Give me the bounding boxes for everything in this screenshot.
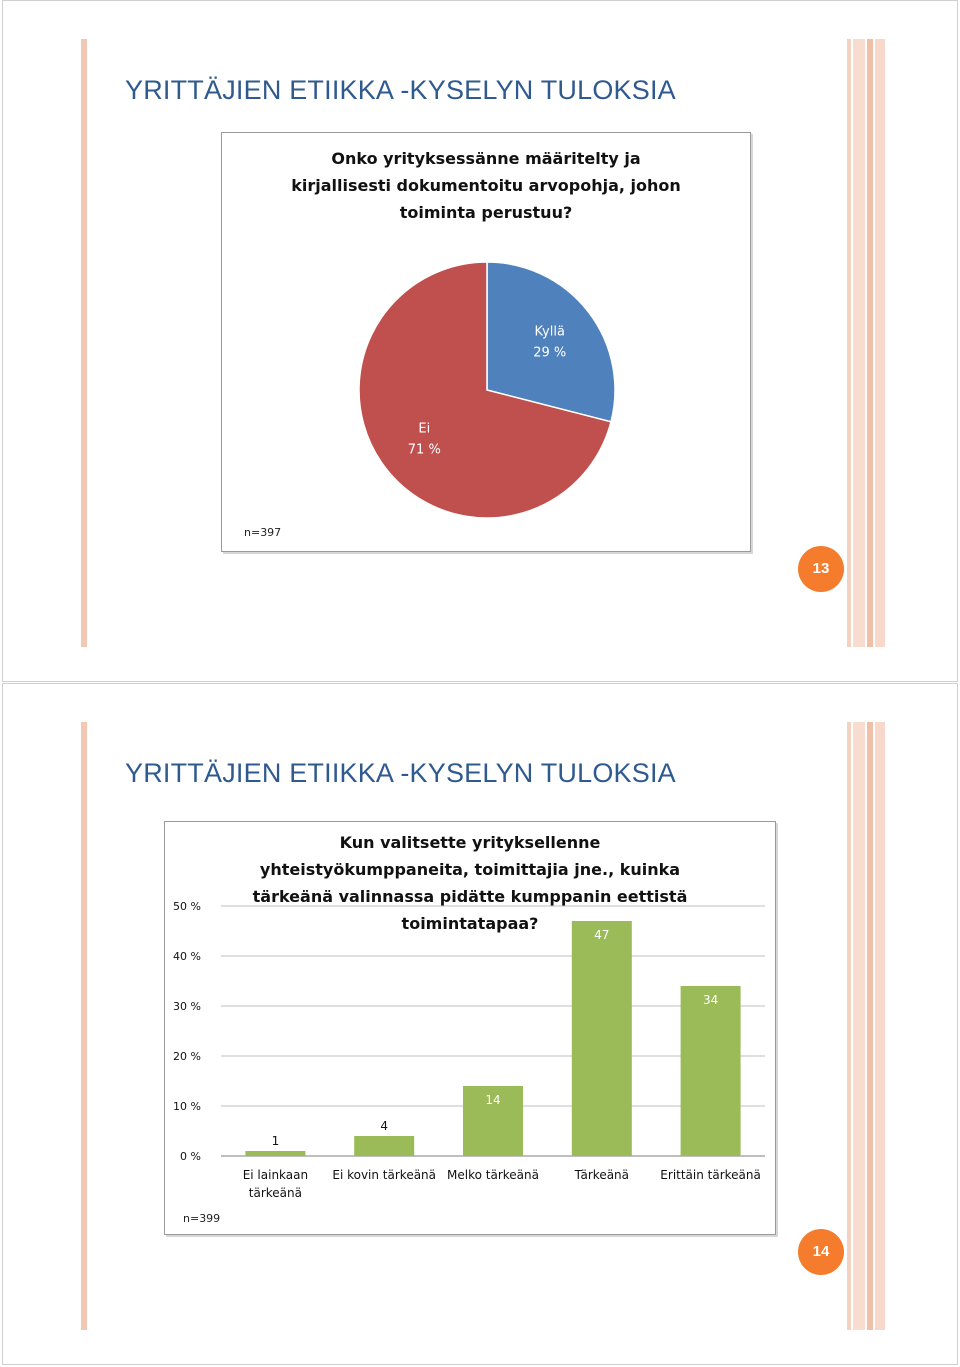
pie-value-ei: 71 % (407, 442, 441, 458)
x-category-label: Melko tärkeänä (447, 1168, 539, 1182)
bar (681, 986, 741, 1156)
slide-title: YRITTÄJIEN ETIIKKA -KYSELYN TULOKSIA (125, 75, 676, 105)
x-category-label: Ei kovin tärkeänä (332, 1168, 437, 1182)
bar-value-label: 34 (702, 993, 719, 1007)
left-decor-stripe (81, 39, 87, 647)
pie-chart (222, 133, 750, 551)
bar-value-label: 47 (594, 928, 610, 942)
x-category-label: tärkeänä (248, 1186, 303, 1200)
y-tick-label: 40 % (173, 950, 201, 963)
y-tick-label: 20 % (173, 1050, 201, 1063)
right-decor-stripes (847, 722, 887, 1330)
pie-chart-frame (221, 132, 751, 552)
bar-value-label: 1 (271, 1134, 280, 1148)
page-number-badge: 14 (798, 1229, 844, 1275)
left-decor-stripe (81, 722, 87, 1330)
page-number-badge: 13 (798, 546, 844, 592)
bar (354, 1136, 414, 1156)
y-tick-label: 50 % (173, 900, 201, 913)
chart-title: Onko yrityksessänne määritelty ja kirjallisesti dokumentoitu arvopohja, johon toiminta perustuu? (291, 149, 681, 222)
sample-size-label: n=397 (244, 526, 282, 539)
bar (245, 1151, 305, 1156)
slide-13 (2, 0, 958, 682)
sample-size-label: n=399 (183, 1212, 221, 1225)
y-tick-label: 10 % (173, 1100, 201, 1113)
bar-value-label: 4 (380, 1119, 389, 1133)
bar-chart (165, 822, 775, 1234)
bar-chart-frame (164, 821, 776, 1235)
y-tick-label: 30 % (173, 1000, 201, 1013)
x-category-label: Ei lainkaan (242, 1168, 309, 1182)
chart-title: Kun valitsette yrityksellenne yhteistyökumppaneita, toimittajia jne., kuinka tärkeänä valinnassa pidätte kumppanin eettistä toimintatapaa? (252, 833, 688, 933)
x-category-label: Erittäin tärkeänä (660, 1168, 761, 1182)
bar-value-label: 14 (485, 1093, 501, 1107)
bar (572, 921, 632, 1156)
pie-value-kyllä: 29 % (533, 345, 567, 361)
slide-14 (2, 683, 958, 1365)
slide-title: YRITTÄJIEN ETIIKKA -KYSELYN TULOKSIA (125, 758, 676, 788)
pie-label-ei: Ei (418, 421, 431, 437)
x-category-label: Tärkeänä (574, 1168, 630, 1182)
y-tick-label: 0 % (180, 1150, 201, 1163)
right-decor-stripes (847, 39, 887, 647)
pie-label-kyllä: Kyllä (534, 324, 565, 340)
